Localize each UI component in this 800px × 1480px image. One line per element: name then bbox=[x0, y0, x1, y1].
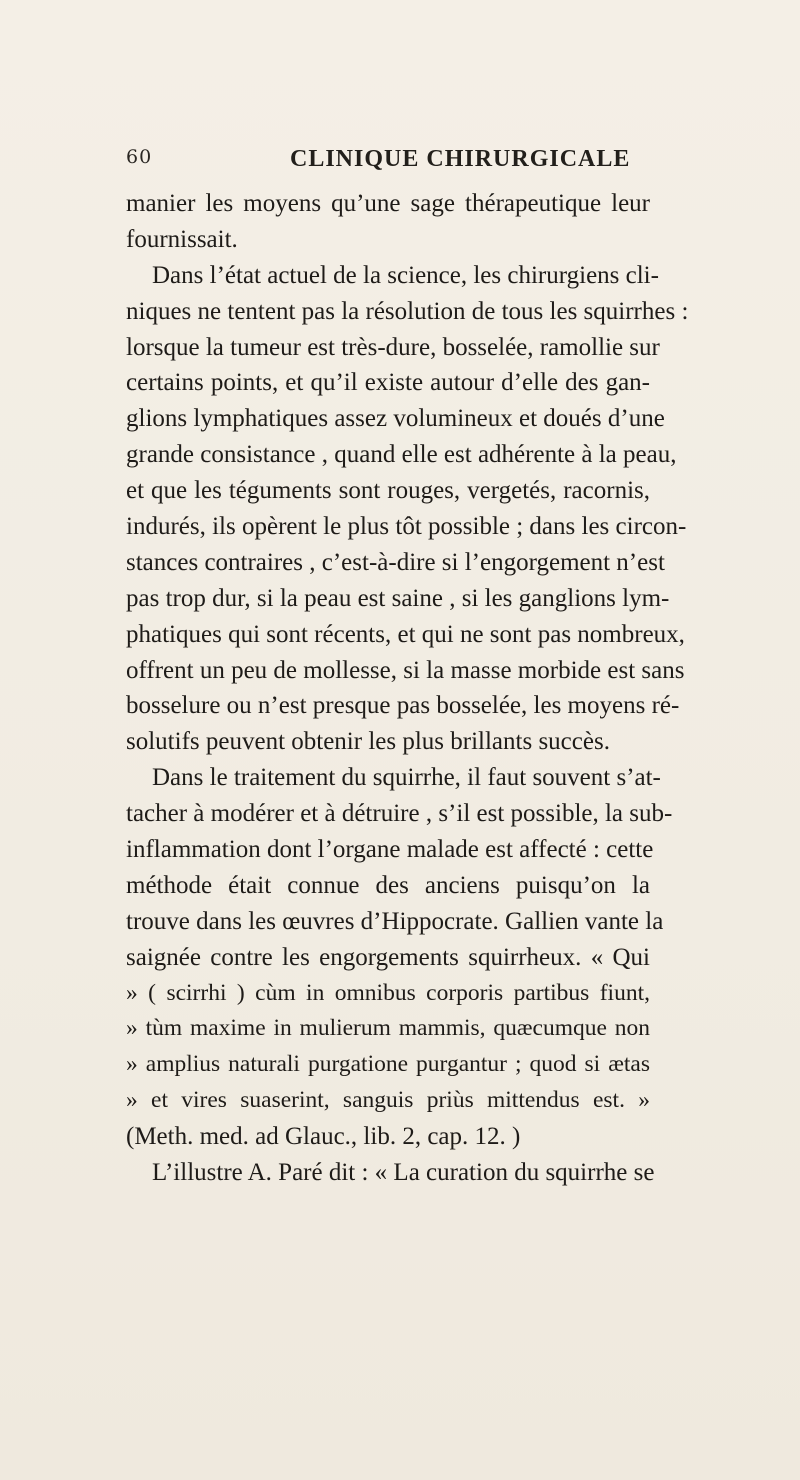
text-line: phatiques qui sont récents, et qui ne sont pas nombreux, bbox=[126, 620, 685, 648]
text-line: manier les moyens qu’une sage thérapeutique leur bbox=[126, 190, 650, 217]
text-line: tacher à modérer et à détruire , s’il est possible, la sub- bbox=[126, 800, 673, 828]
text-line: niques ne tentent pas la résolution de tous les squirrhes : bbox=[126, 297, 689, 325]
text-line: inflammation dont l’organe malade est affecté : cette bbox=[126, 836, 654, 864]
text-line: méthode était connue des anciens puisqu’on la bbox=[126, 871, 650, 899]
quotation-line: » amplius naturali purgatione purgantur ; quod si ætas bbox=[126, 1051, 650, 1078]
text-line: fournissait. bbox=[126, 225, 238, 253]
text-line: et que les téguments sont rouges, vergetés, racornis, bbox=[126, 477, 650, 505]
quotation-line: » ( scirrhi ) cùm in omnibus corporis partibus fiunt, bbox=[126, 979, 650, 1006]
text-line: solutifs peuvent obtenir les plus brillants succès. bbox=[126, 728, 610, 756]
quotation-line: » tùm maxime in mulierum mammis, quæcumque non bbox=[126, 1015, 650, 1042]
text-line: bosselure ou n’est presque pas bosselée, les moyens ré- bbox=[126, 692, 680, 720]
text-line: grande consistance , quand elle est adhérente à la peau, bbox=[126, 441, 677, 469]
text-line: stances contraires , c’est-à-dire si l’engorgement n’est bbox=[126, 548, 665, 576]
page-header bbox=[126, 146, 646, 180]
text-line: certains points, et qu’il existe autour d’elle des gan- bbox=[126, 369, 650, 397]
paragraph-start-line: Dans le traitement du squirrhe, il faut souvent s’at- bbox=[152, 764, 661, 792]
text-line: pas trop dur, si la peau est saine , si les ganglions lym- bbox=[126, 584, 670, 612]
quotation-line: » et vires suaserint, sanguis priùs mittendus est. » bbox=[126, 1087, 650, 1114]
text-line: saignée contre les engorgements squirrheux. « Qui bbox=[126, 943, 650, 971]
page-number: 60 bbox=[126, 146, 153, 168]
text-line: offrent un peu de mollesse, si la masse morbide est sans bbox=[126, 656, 685, 684]
body-text bbox=[126, 186, 689, 1191]
text-line: trouve dans les œuvres d’Hippocrate. Gallien vante la bbox=[126, 907, 664, 935]
paragraph-start-line: Dans l’état actuel de la science, les chirurgiens cli- bbox=[152, 261, 659, 289]
citation-line: (Meth. med. ad Glauc., lib. 2, cap. 12. ) bbox=[126, 1123, 521, 1151]
running-head: CLINIQUE CHIRURGICALE bbox=[290, 146, 631, 172]
text-line: lorsque la tumeur est très-dure, bosselée, ramollie sur bbox=[126, 333, 660, 361]
text-line: indurés, ils opèrent le plus tôt possible ; dans les circon- bbox=[126, 513, 687, 541]
text-line: glions lymphatiques assez volumineux et doués d’une bbox=[126, 405, 665, 433]
paragraph-start-line: L’illustre A. Paré dit : « La curation du squirrhe se bbox=[152, 1159, 655, 1187]
